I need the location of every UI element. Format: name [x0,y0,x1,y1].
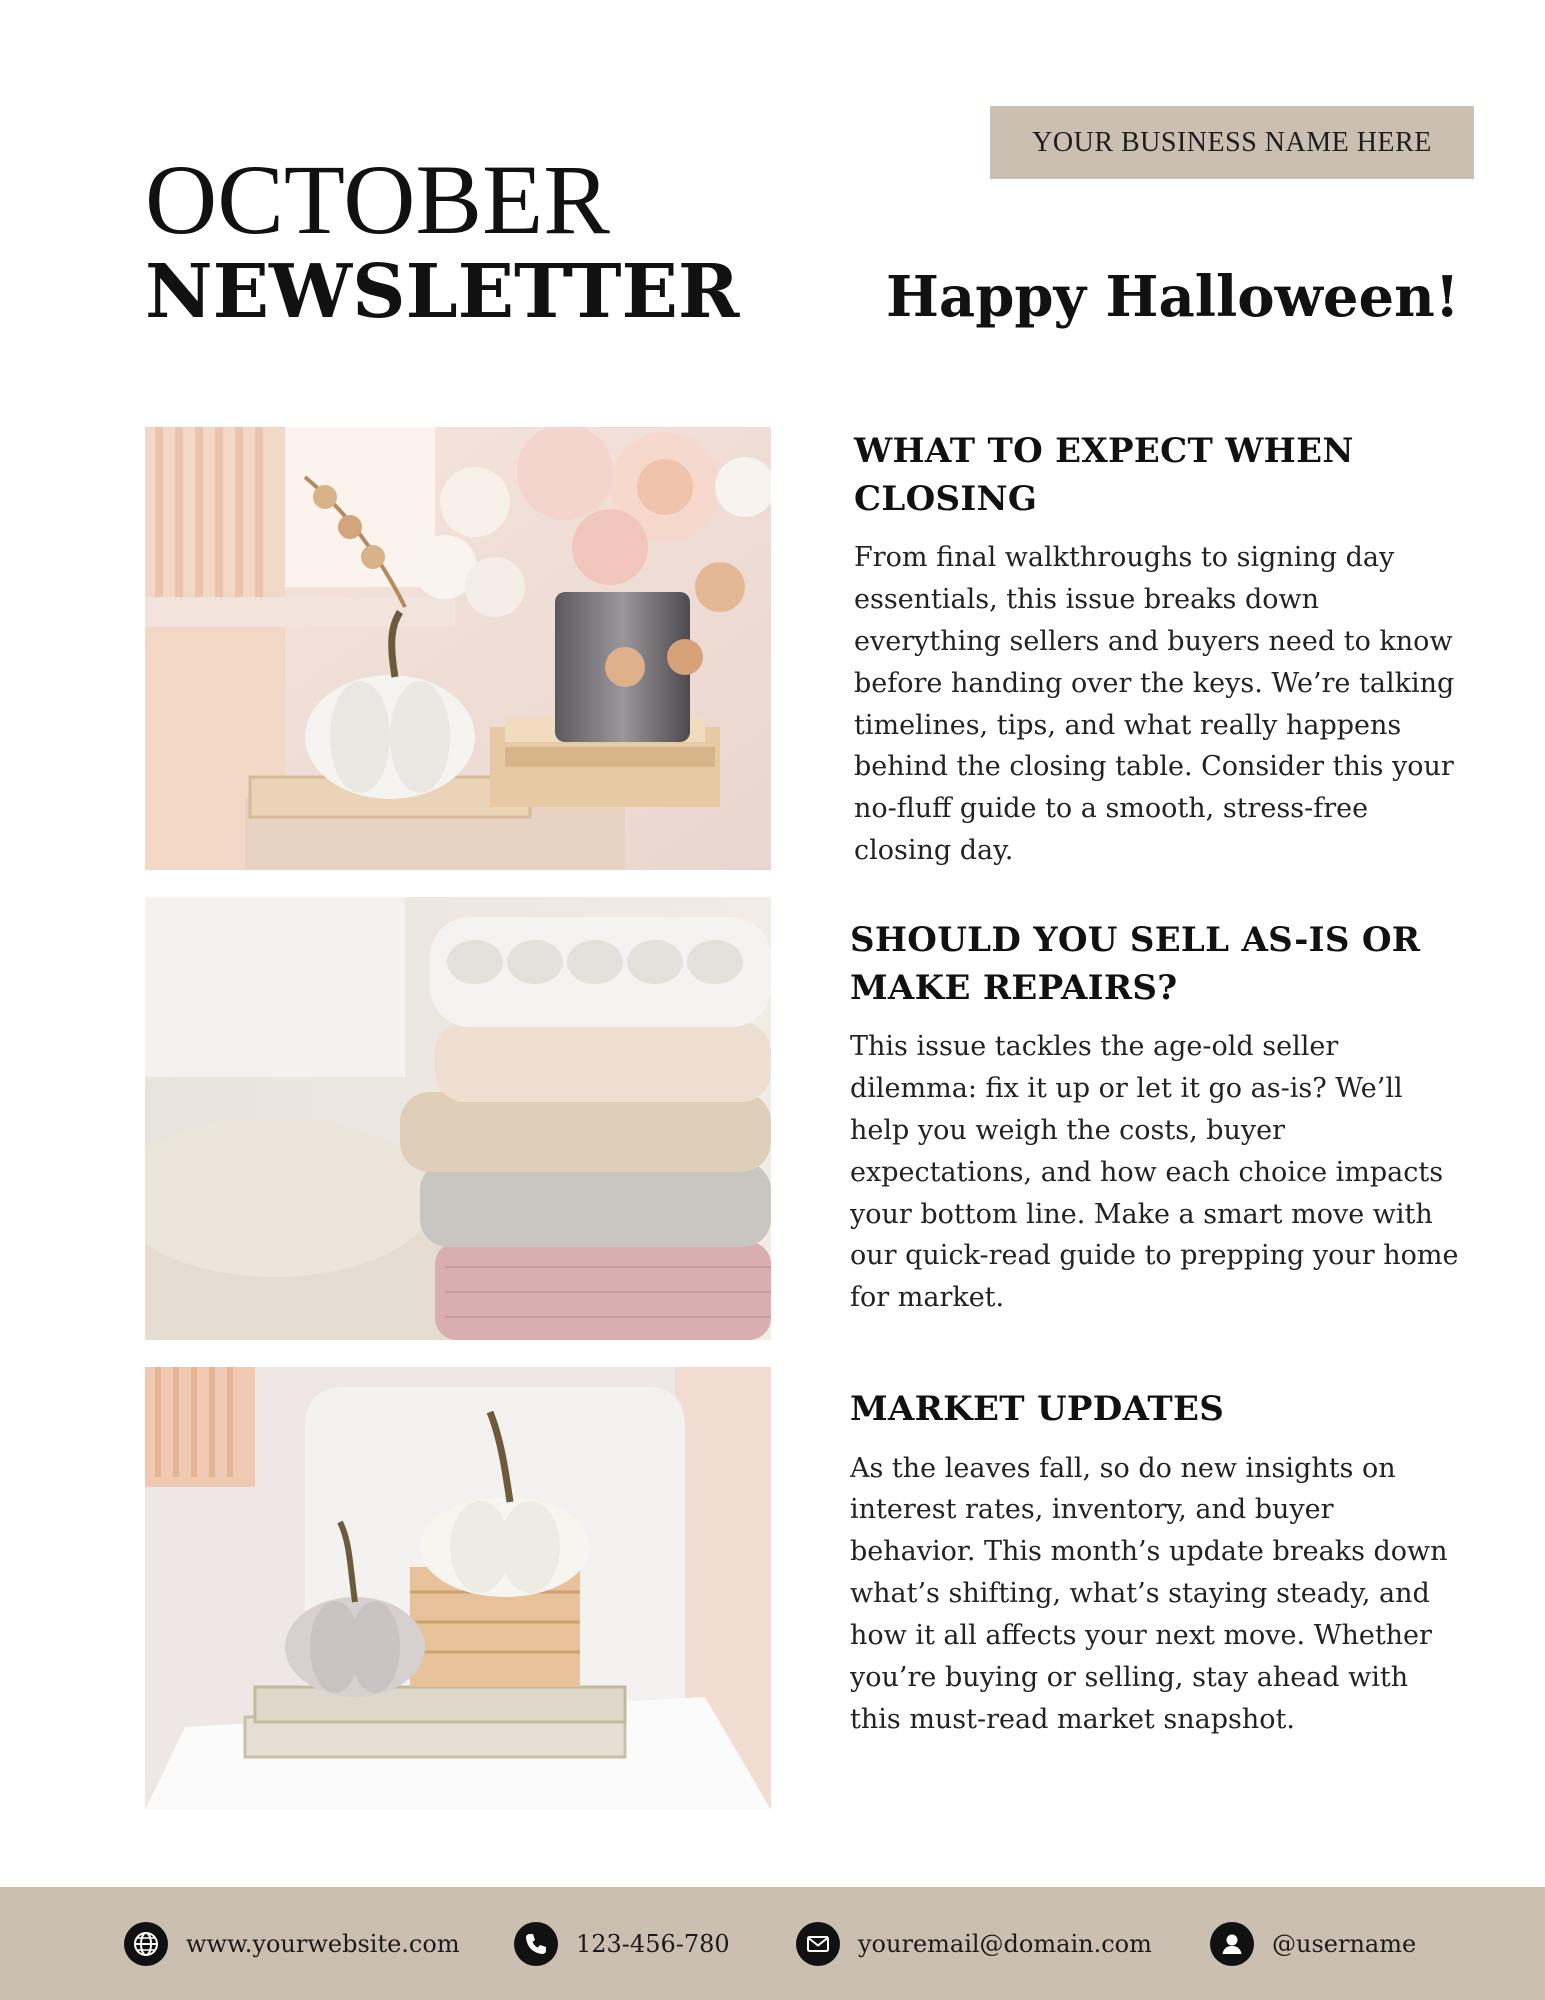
pumpkins-on-books-photo [145,1367,771,1810]
article-closing [854,428,1464,872]
article-body: From final walkthroughs to signing day essentials, this issue breaks down everything sellers and buyers need to know before handing over the keys. We’re talking timelines, tips, and what really happens behind the closing table. Consider this your no-fluff guide to a smooth, stress-free closing day. [854,542,1455,867]
title-month: OCTOBER [145,144,610,255]
article-body: This issue tackles the age-old seller dilemma: fix it up or let it go as-is? We’ll help you weigh the costs, buyer expectations, and how each choice impacts your bottom line. Make a smart move with our quick-read guide to prepping your home for market. [850,1031,1459,1314]
contact-footer [0,1887,1545,2000]
username-text: @username [1272,1929,1417,1958]
article-body: As the leaves fall, so do new insights on interest rates, inventory, and buyer behavior. This month’s update breaks down what’s shifting, what’s staying steady, and how it all affects your next move. Whether you’re buying or selling, stay ahead with this must-read market snapshot. [850,1452,1448,1735]
envelope-icon [796,1922,840,1966]
business-name-badge: YOUR BUSINESS NAME HERE [990,106,1474,179]
title-newsletter: NEWSLETTER [145,249,740,335]
article-heading: WHAT TO EXPECT WHEN CLOSING [854,431,1354,519]
phone-contact[interactable] [514,1887,730,2000]
phone-text: 123-456-780 [576,1929,730,1958]
greeting-heading: Happy Halloween! [886,264,1460,330]
article-sell-as-is [850,917,1460,1319]
article-heading: MARKET UPDATES [850,1389,1225,1429]
folded-sweaters-photo [145,897,771,1340]
flower-vase-pumpkin-photo [145,427,771,870]
article-market-updates [850,1386,1460,1741]
username-contact[interactable] [1210,1887,1416,2000]
article-heading: SHOULD YOU SELL AS-IS OR MAKE REPAIRS? [850,920,1421,1008]
globe-icon [124,1922,168,1966]
email-contact[interactable] [796,1887,1152,2000]
phone-icon [514,1922,558,1966]
email-text: youremail@domain.com [858,1929,1152,1958]
website-text: www.yourwebsite.com [186,1929,460,1958]
website-contact[interactable] [124,1887,460,2000]
user-icon [1210,1922,1254,1966]
